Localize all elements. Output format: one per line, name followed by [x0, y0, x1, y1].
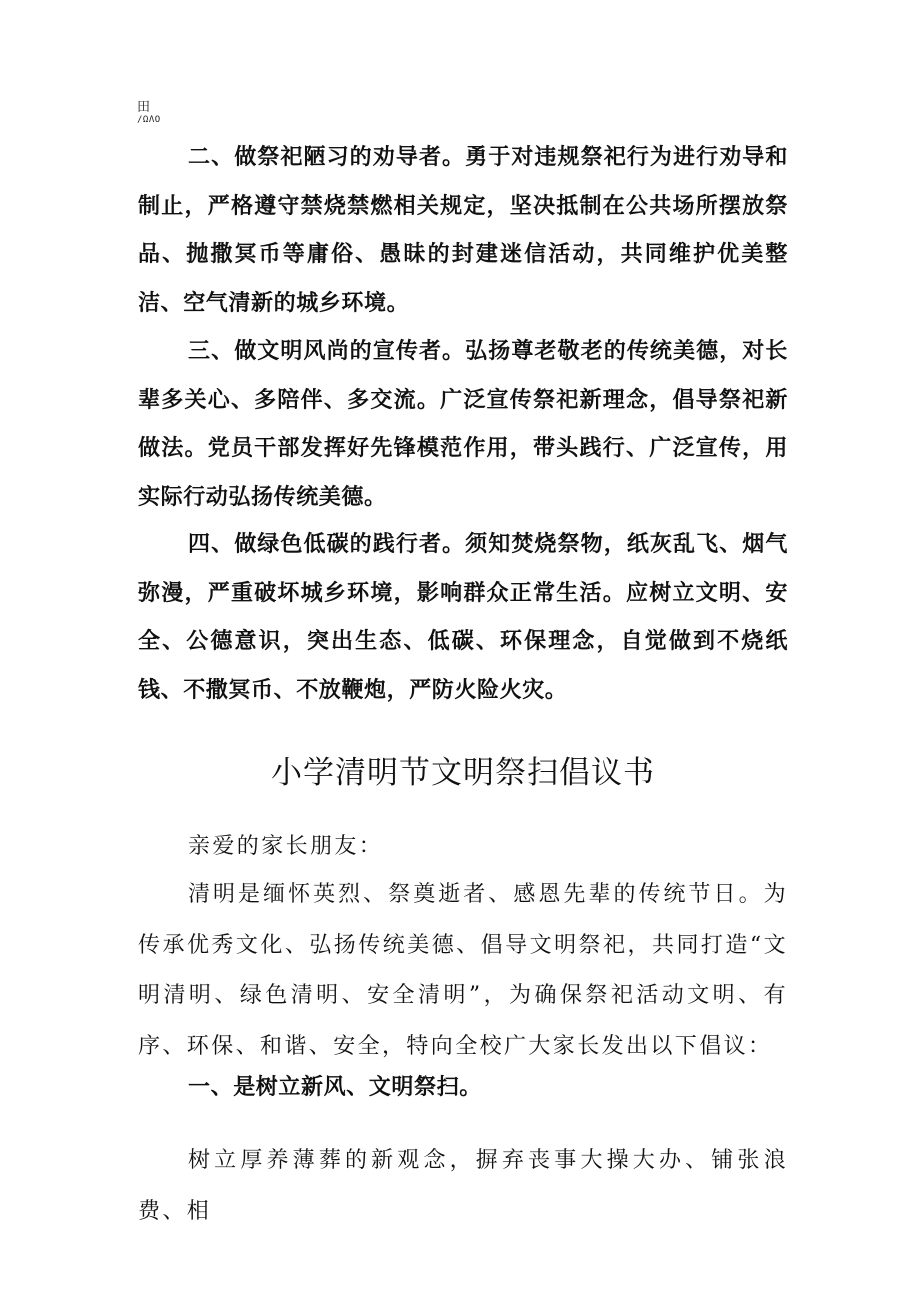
corner-mark-code: /ΩΛO	[137, 115, 161, 125]
proposal-one-paragraph: 树立厚养薄葬的新观念，摒弃丧事大操大办、铺张浪费、相	[138, 1148, 788, 1224]
intro-paragraph: 清明是缅怀英烈、祭奠逝者、感恩先辈的传统节日。为传承优秀文化、弘扬传统美德、倡导文明祭祀，共同打造“文明清明、绿色清明、安全清明”，为确保祭祀活动文明、有序、环保、和谐、安全，特向全校广大家长发出以下倡议：	[138, 882, 788, 1059]
document-title: 小学清明节文明祭扫倡议书	[271, 755, 655, 791]
section-two-paragraph: 二、做祭祀陋习的劝导者。勇于对违规祭祀行为进行劝导和制止，严格遵守禁烧禁燃相关规定，坚决抵制在公共场所摆放祭品、抛撒冥币等庸俗、愚昧的封建迷信活动，共同维护优美整洁、空气清新的城乡环境。	[138, 145, 788, 316]
section-three-paragraph: 三、做文明风尚的宣传者。弘扬尊老敬老的传统美德，对长辈多关心、多陪伴、多交流。广泛宣传祭祀新理念，倡导祭祀新做法。党员干部发挥好先锋模范作用，带头践行、广泛宣传，用实际行动弘扬传统美德。	[138, 339, 788, 510]
section-four-paragraph: 四、做绿色低碳的践行者。须知焚烧祭物，纸灰乱飞、烟气弥漫，严重破坏城乡环境，影响群众正常生活。应树立文明、安全、公德意识，突出生态、低碳、环保理念，自觉做到不烧纸钱、不撒冥币、不放鞭炮，严防火险火灾。	[138, 532, 788, 703]
corner-mark-glyph: 田	[137, 100, 151, 115]
proposal-heading-one: 一、是树立新风、文明祭扫。	[188, 1075, 482, 1100]
salutation: 亲爱的家长朋友：	[188, 834, 384, 859]
page-corner-mark	[137, 101, 161, 126]
